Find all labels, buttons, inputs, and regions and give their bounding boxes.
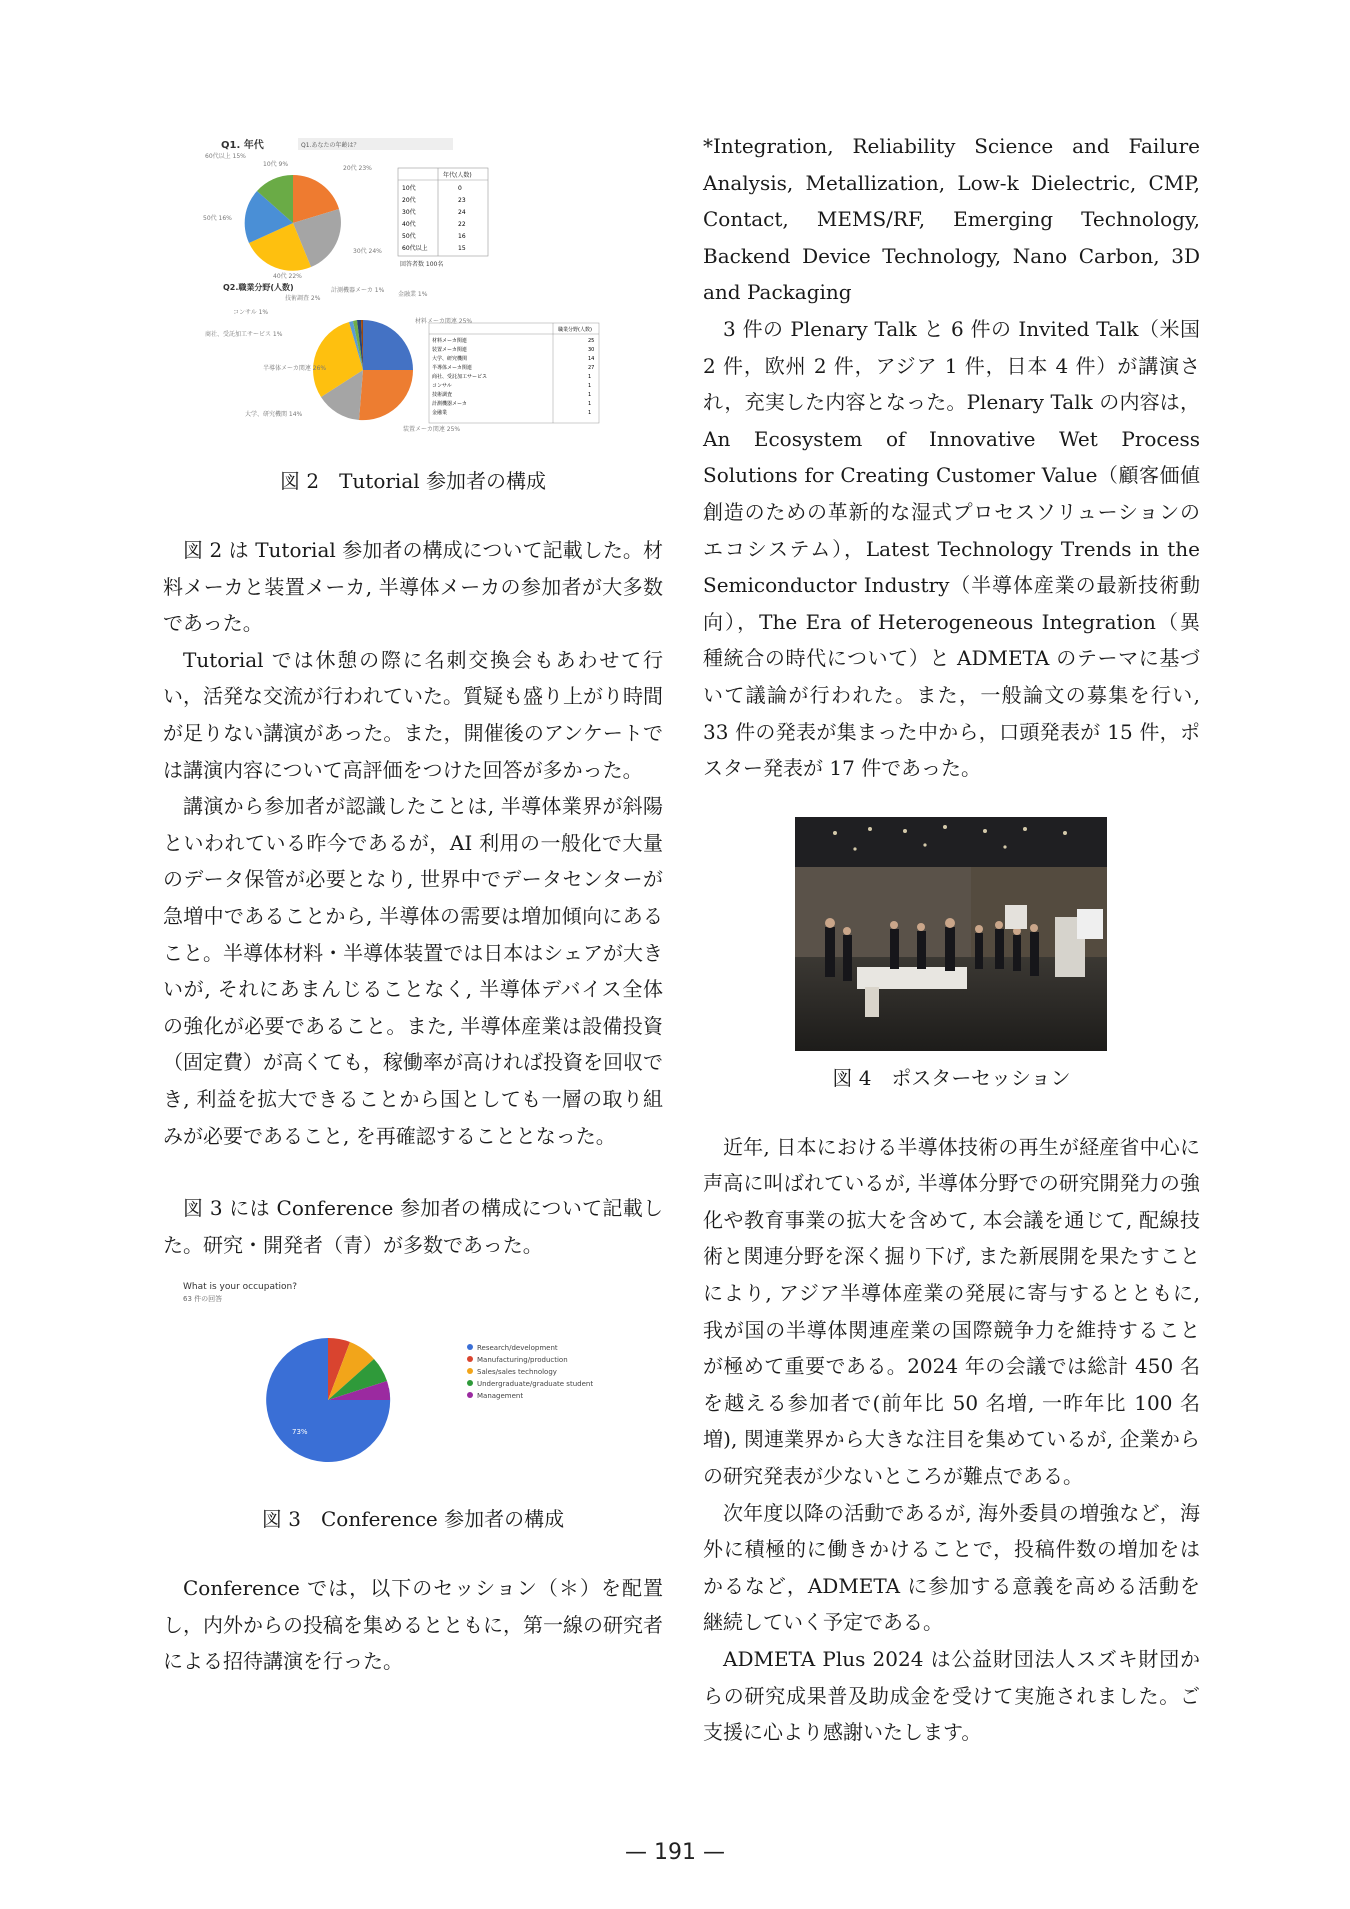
svg-text:1: 1 — [588, 410, 592, 416]
svg-text:60代以上: 60代以上 — [402, 245, 428, 252]
svg-text:0: 0 — [458, 185, 462, 192]
svg-text:金融業: 金融業 — [432, 410, 448, 416]
figure-3-caption: 図 3 Conference 参加者の構成 — [261, 1507, 565, 1532]
q1-label-30s: 30代 24% — [353, 248, 382, 255]
paragraph-conference: Conference では，以下のセッション（＊）を配置し，内外からの投稿を集めるとともに，第一線の研究者による招待講演を行った。 — [163, 1576, 663, 1674]
fig3-slice-label: 73% — [292, 1428, 308, 1437]
paragraph-tutorial: Tutorial では休憩の際に名刺交換会もあわせて行い，活発な交流が行われていた。質疑も盛り上がり時間が足りない講演があった。また，開催後のアンケートでは講演内容について高評価をつけた回答が多かった。 — [163, 647, 663, 782]
q1-pie — [245, 175, 341, 271]
figure-4-caption: 図 4 ポスターセッション — [832, 1065, 1071, 1090]
svg-text:14: 14 — [588, 356, 595, 362]
q2-table — [429, 323, 599, 423]
legend-sales: Sales/sales technology — [477, 1368, 557, 1377]
figure-2-svg — [203, 128, 673, 448]
paragraph-recognition: 講演から参加者が認識したことは, 半導体業界が斜陽といわれている昨今であるが，AI 利用の一般化で大量のデータ保管が必要となり, 世界中でデータセンターが急増中であることから, 半導体の需要は増加傾向にあること。半導体材料・半導体装置では日本はシェアが大きいが, それにあまんじることなく, 半導体デバイス全体の強化が必要であること。また, 半導体産業は設備投資（固定費）が高くても，稼働率が高ければ投資を回収でき, 利益を拡大できることから国としても一層の取り組みが必要であること, を再確認することとなった。 — [163, 794, 663, 1148]
svg-text:10代: 10代 — [402, 185, 416, 192]
svg-text:職業分野(人数): 職業分野(人数) — [558, 327, 592, 333]
q1-label-50s: 50代 16% — [203, 215, 232, 222]
figure-3-chart — [173, 1275, 594, 1490]
svg-text:16: 16 — [458, 233, 466, 240]
legend-research: Research/development — [477, 1344, 558, 1353]
svg-text:装置メーカ関連: 装置メーカ関連 — [432, 347, 467, 353]
q2-slice-material — [363, 320, 413, 370]
svg-text:半導体メーカ関連: 半導体メーカ関連 — [432, 365, 472, 371]
legend-manufacturing: Manufacturing/production — [477, 1356, 568, 1365]
q1-table — [398, 168, 488, 268]
q2-label-instrument: 計測機器メーカ 1% — [331, 287, 385, 294]
q2-slice-equipment — [359, 370, 413, 420]
paragraph-revival: 近年, 日本における半導体技術の再生が経産省中心に声高に叫ばれているが, 半導体分野での研究開発力の強化や教育事業の拡大を含めて, 本会議を通じて, 配線技術と関連分野を深く掘り下げ, また新展開を果たすことにより, アジア半導体産業の発展に寄与するとともに, 我が国の半導体関連産業の国際競争力を維持することが極めて重要である。2024 年の会議では総計 450 名を越える参加者で(前年比 50 名増, 一昨年比 100 名増), 関連業界から大きな注目を集めているが, 企業からの研究発表が少ないところが難点である。 — [703, 1134, 1200, 1489]
q1-label-20s: 20代 23% — [343, 165, 372, 172]
paragraph-acknowledgment: ADMETA Plus 2024 は公益財団法人スズキ財団からの研究成果普及助成金を受けて実施されました。ご支援に心より感謝いたします。 — [703, 1647, 1200, 1745]
svg-text:コンサル: コンサル — [432, 383, 452, 389]
svg-text:回答者数 100名: 回答者数 100名 — [400, 261, 444, 268]
q2-label-survey: 技術調査 2% — [285, 295, 321, 302]
figure-2-charts — [203, 128, 673, 448]
figure-4-photo — [795, 817, 1107, 1051]
q2-label-finance: 金融業 1% — [398, 291, 428, 298]
svg-text:1: 1 — [588, 392, 592, 398]
svg-text:20代: 20代 — [402, 197, 416, 204]
svg-text:50代: 50代 — [402, 233, 416, 240]
paragraph-fig2-summary: 図 2 は Tutorial 参加者の構成について記載した。材料メーカと装置メーカ, 半導体メーカの参加者が大多数であった。 — [163, 538, 663, 636]
paragraph-fig3-summary: 図 3 には Conference 参加者の構成について記載した。研究・開発者（青）が多数であった。 — [163, 1196, 663, 1257]
q1-label-60s: 60代以上 15% — [205, 153, 246, 160]
svg-text:27: 27 — [588, 365, 595, 371]
fig3-legend — [467, 1344, 593, 1400]
figure-3-svg — [173, 1275, 633, 1490]
poster-session-photo — [795, 817, 1107, 1051]
fig3-pie — [266, 1338, 390, 1462]
svg-text:25: 25 — [588, 338, 595, 344]
legend-management: Management — [477, 1392, 524, 1401]
figure-2-caption: 図 2 Tutorial 参加者の構成 — [279, 469, 546, 493]
svg-text:23: 23 — [458, 197, 466, 204]
fig3-question: What is your occupation? — [183, 1282, 298, 1293]
q2-label-semiconductor: 半導体メーカ関連 26% — [263, 365, 327, 372]
page-number: — 191 — — [625, 1840, 725, 1865]
paragraph-talks: 3 件の Plenary Talk と 6 件の Invited Talk（米国 2 件，欧州 2 件，アジア 1 件，日本 4 件）が講演され，充実した内容となった。Plenary Talk の内容は，An Ecosystem of Innovative Wet Process Solutions for Creating Customer Value（顧客価値創造のための革新的な湿式プロセスソリューションのエコシステム），Latest Technology Trends in the Semiconductor Industry（半導体産業の最新技術動向），The Era of Heterogeneous Integration（異種統合の時代について）と ADMETA のテーマに基づいて議論が行われた。また，一般論文の募集を行い, 33 件の発表が集まった中から，口頭発表が 15 件，ポスター発表が 17 件であった。 — [703, 316, 1200, 781]
svg-text:22: 22 — [458, 221, 466, 228]
svg-text:15: 15 — [458, 245, 466, 252]
paragraph-next-year: 次年度以降の活動であるが, 海外委員の増強など，海外に積極的に働きかけることで，投稿件数の増加をはかるなど，ADMETA に参加する意義を高める活動を継続していく予定である。 — [703, 1500, 1200, 1635]
svg-text:1: 1 — [588, 374, 592, 380]
left-column — [163, 128, 663, 1680]
paragraph-sessions: *Integration, Reliability Science and Failure Analysis, Metallization, Low-k Dielectric, CMP, Contact, MEMS/RF, Emerging Technology, Backend Device Technology, Nano Carbon, 3D and Packaging — [703, 134, 1200, 305]
svg-text:技術調査: 技術調査 — [432, 392, 453, 398]
svg-text:30代: 30代 — [402, 209, 416, 216]
q2-label-trading: 商社、受託加工サービス 1% — [205, 331, 283, 338]
q1-question: Q1.あなたの年齢は？ — [301, 142, 360, 149]
q1-title: Q1. 年代 — [221, 140, 264, 151]
svg-text:大学、研究機関: 大学、研究機関 — [432, 356, 468, 362]
q2-title: Q2.職業分野(人数) — [223, 283, 294, 292]
svg-text:1: 1 — [588, 383, 592, 389]
svg-text:30: 30 — [588, 347, 595, 353]
svg-text:1: 1 — [588, 401, 592, 407]
q2-label-equipment: 装置メーカ関連 25% — [403, 426, 461, 433]
fig3-responses: 63 件の回答 — [183, 1295, 223, 1304]
right-column — [703, 128, 1200, 1751]
q1-label-40s: 40代 22% — [273, 273, 302, 280]
svg-text:40代: 40代 — [402, 221, 416, 228]
svg-text:24: 24 — [458, 209, 466, 216]
q1-label-10s: 10代 9% — [263, 161, 289, 168]
q2-label-university: 大学、研究機関 14% — [245, 411, 303, 418]
svg-text:商社、受託加工サービス: 商社、受託加工サービス — [432, 374, 488, 380]
q2-label-material: 材料メーカ関連 25% — [415, 318, 473, 325]
svg-text:年代(人数): 年代(人数) — [443, 172, 472, 179]
q2-pie — [313, 320, 413, 420]
q2-label-consulting: コンサル 1% — [233, 309, 269, 316]
legend-student: Undergraduate/graduate student — [477, 1380, 594, 1389]
svg-text:材料メーカ関連: 材料メーカ関連 — [432, 338, 467, 344]
svg-text:計測機器メーカ: 計測機器メーカ — [432, 401, 467, 407]
